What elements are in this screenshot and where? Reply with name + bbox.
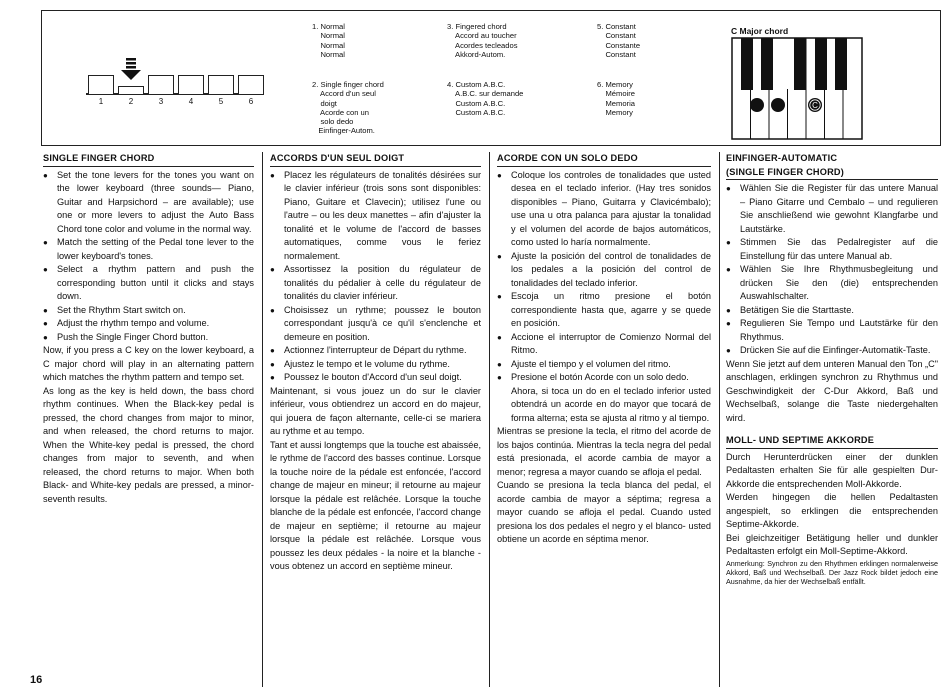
mode-2: 2. Single finger chord Accord d'un seul doigt Acorde con un solo dedo Einfinger-Autom. — [312, 80, 384, 136]
mode-1: 1. Normal Normal Normal Normal — [312, 22, 345, 59]
bullet-item: ● Wählen Sie die Register für das untere Manual – Piano Gitarre und Cembalo – und regulieren Sie anschließend wie gewohnt Klangfarbe und Lautstärke. — [726, 182, 938, 236]
title-underline — [497, 166, 711, 167]
mode-3: 3. Fingered chord Accord au toucher Acordes tecleados Akkord-Autom. — [447, 22, 518, 59]
bullet-item: ● Assortissez la position du régulateur de tonalités du pédalier à celle du régulateur de tonalités du clavier inférieur. — [270, 263, 481, 304]
subsection-title: MOLL- UND SEPTIME AKKORDE — [726, 435, 875, 445]
lever-3 — [148, 75, 174, 95]
title-underline — [726, 179, 938, 180]
title-underline — [726, 448, 938, 449]
paragraph: As long as the key is held down, the bass chord rhythm continues. When the Black-key pedal is pressed, the chord changes from major to minor, and when released, the chord returns to major. When the White-key pedal is pressed, the chord changes from major to seventh, and when released, the chord returns to major. When both Black- and White-key pedals are pressed, a minor-seventh results. — [43, 385, 254, 504]
bullet-item: ● Betätigen Sie die Starttaste. — [726, 304, 938, 318]
section-title-sub: (SINGLE FINGER CHORD) — [726, 166, 845, 177]
paragraph: Wenn Sie jetzt auf dem unteren Manual den Ton „C" anschlagen, erklingen synchron zu Rhythmus und Geschwindigkeit der C-Dur Akkord, Baß und Wechselbaß, solange die Taste niedergehalten wird. — [726, 358, 938, 423]
lever-1 — [88, 75, 114, 95]
english-column — [43, 152, 254, 506]
bullet-item: ● Presione el botón Acorde con un solo dedo. — [497, 371, 711, 385]
bullet-item: ● Push the Single Finger Chord button. — [43, 331, 254, 345]
spanish-column — [497, 152, 711, 547]
bullet-item: ● Stimmen Sie das Pedalregister auf die Einstellung für das untere Manual ab. — [726, 236, 938, 263]
bullet-item: ● Adjust the rhythm tempo and volume. — [43, 317, 254, 331]
bullet-item: ● Ajuste la posición del control de tonalidades de los pedales a la posición del control de tonalidades del teclado inferior. — [497, 250, 711, 291]
mode-6: 6. Memory Mémoire Memoria Memory — [597, 80, 635, 117]
section-title: SINGLE FINGER CHORD — [43, 153, 155, 163]
section-title: EINFINGER-AUTOMATIC — [726, 153, 838, 163]
bullet-item: ● Wählen Sie Ihre Rhythmusbegleitung und drücken Sie den (die) entsprechenden Auswahlschalter. — [726, 263, 938, 304]
paragraph: Now, if you press a C key on the lower keyboard, a C major chord will play in an alternating pattern which matches the rhythm pattern and tempo set. — [43, 345, 254, 382]
german-column — [726, 152, 938, 586]
lever-number: 4 — [188, 97, 194, 106]
paragraph: Werden hingegen die hellen Pedaltasten angespielt, so erklingen die entsprechenden Septime-Akkorde. — [726, 492, 938, 529]
lever-number: 3 — [158, 97, 164, 106]
bullet-item: ● Ajustez le tempo et le volume du rythme. — [270, 358, 481, 372]
lever-number: 2 — [128, 97, 134, 106]
lever-4 — [178, 75, 204, 95]
column-divider — [489, 152, 490, 687]
lever-number: 1 — [98, 97, 104, 106]
bullet-item: ● Coloque los controles de tonalidades que usted desea en el teclado inferior. (Hay tres sonidos disponibles – Piano, Guitarra y Clavicémbalo); use una u otra palanca para ajustar la tonalidad y el volumen del acorde de bajos automáticos, como usted lo haría normalmente. — [497, 169, 711, 250]
lever-number: 6 — [248, 97, 254, 106]
bullet-item: ● Poussez le bouton d'Accord d'un seul doigt. — [270, 371, 481, 385]
column-divider — [262, 152, 263, 687]
c-key-marker: C — [812, 101, 818, 110]
bullet-item: ● Choisissez un rythme; poussez le bouton correspondant jusqu'à ce qu'il s'enclenche et demeure en position. — [270, 304, 481, 345]
chord-note-dot — [750, 98, 764, 112]
paragraph: Tant et aussi longtemps que la touche est abaissée, le rythme de l'accord des basses continue. Lorsque la touche noire de la pédale est enfoncée, l'accord change de majeur en mineur; il retourne au majeur lorsque la pédale est relâchée. Lorsque la touche blanche de la pédale est enfoncée, l'accord change de majeur en septième; il retourne au majeur lorsque la pédale est relâchée. Lorsque vous poussez les deux pédales - la noire et la blanche - vous obtenez un accord en septième mineur. — [270, 439, 481, 571]
keyboard-title: C Major chord — [731, 26, 789, 36]
paragraph: Bei gleichzeitiger Betätigung heller und dunkler Pedaltasten erfolgt ein Moll-Septime-Akkord. — [726, 532, 938, 556]
bullet-item: ● Ajuste el tiempo y el volumen del ritmo. — [497, 358, 711, 372]
bullet-item: ● Drücken Sie auf die Einfinger-Automatik-Taste. — [726, 344, 938, 358]
bullet-item: ● Regulieren Sie Tempo und Lautstärke für den Rhythmus. — [726, 317, 938, 344]
paragraph: Mientras se presione la tecla, el ritmo del acorde de los bajos continúa. Mientras la tecla negra del pedal está presionada, el acorde cambia de mayor a menor; regresa a mayor cuando se afloja el pedal. — [497, 426, 711, 477]
paragraph: Durch Herunterdrücken einer der dunklen Pedaltasten erhalten Sie für alle gespielten Dur-Akkorde die entsprechenden Moll-Akkorde. — [726, 451, 938, 489]
footnote: Anmerkung: Synchron zu den Rhythmen erklingen normalerweise Akkord, Baß und Wechselbaß. Der Jazz Rock bildet jedoch eine Ausnahme, da hier der Wechselbaß entfällt. — [726, 558, 938, 587]
bullet-item: ● Accione el interruptor de Comienzo Normal del Ritmo. — [497, 331, 711, 358]
lever-5 — [208, 75, 234, 95]
bullet-item: ● Set the Rhythm Start switch on. — [43, 304, 254, 318]
indented-paragraph: Ahora, si toca un do en el teclado inferior usted obtendrá un acorde en do mayor que tocará de forma alterna; esta se ajusta al ritmo y al tiempo. — [511, 385, 711, 423]
bullet-item: ● Set the tone levers for the tones you want on the lower keyboard (three sounds— Piano, Guitar and Harpsichord – are available); use one or more levers to adjust the Auto Bass Chord tone color and volume in the normal way. — [43, 169, 254, 237]
mode-5: 5. Constant Constant Constante Constant — [597, 22, 641, 59]
bullet-item: ● Escoja un ritmo presione el botón correspondiente hasta que, agarre y se quede en posición. — [497, 290, 711, 331]
paragraph: Cuando se presiona la tecla blanca del pedal, el acorde cambia de mayor a séptima; regresa a mayor cuando se afloja el pedal. Cuando usted presiona los dos pedales el negro y el blanco- usted obtiene un acorde en séptima menor. — [497, 480, 711, 544]
section-title: ACORDE CON UN SOLO DEDO — [497, 153, 638, 163]
french-column — [270, 152, 481, 574]
column-divider — [719, 152, 720, 687]
arrow-down-icon — [118, 58, 144, 86]
page-number: 16 — [30, 674, 43, 686]
lever-number: 5 — [218, 97, 224, 106]
lever-6 — [238, 75, 264, 95]
lever-2-pressed — [118, 86, 144, 95]
keyboard-illustration — [731, 37, 863, 140]
section-title: ACCORDS D'UN SEUL DOIGT — [270, 153, 405, 163]
bullet-item: ● Match the setting of the Pedal tone lever to the lower keyboard's tones. — [43, 236, 254, 263]
bullet-item: ● Placez les régulateurs de tonalités désirées sur le clavier inférieur (trois sons sont disponibles: Piano, Guitare et Clavecin); utilisez l'une ou l'autre – ou les deux manettes – afin d'ajuster la tonalité et le volume de l'accord de basses automatiques, comme vous le feriez normalement. — [270, 169, 481, 264]
chord-note-dot — [771, 98, 785, 112]
mode-4: 4. Custom A.B.C. A.B.C. sur demande Custom A.B.C. Custom A.B.C. — [447, 80, 524, 117]
bullet-item: ● Actionnez l'interrupteur de Départ du rythme. — [270, 344, 481, 358]
bullet-item: ● Select a rhythm pattern and push the corresponding button until it clicks and stays down. — [43, 263, 254, 304]
title-underline — [270, 166, 481, 167]
paragraph: Maintenant, si vous jouez un do sur le clavier inférieur, vous obtiendrez un accord en do majeur, qui jouera de façon alternante, celle-ci se mariera au rythme et au tempo. — [270, 385, 481, 436]
title-underline — [43, 166, 254, 167]
